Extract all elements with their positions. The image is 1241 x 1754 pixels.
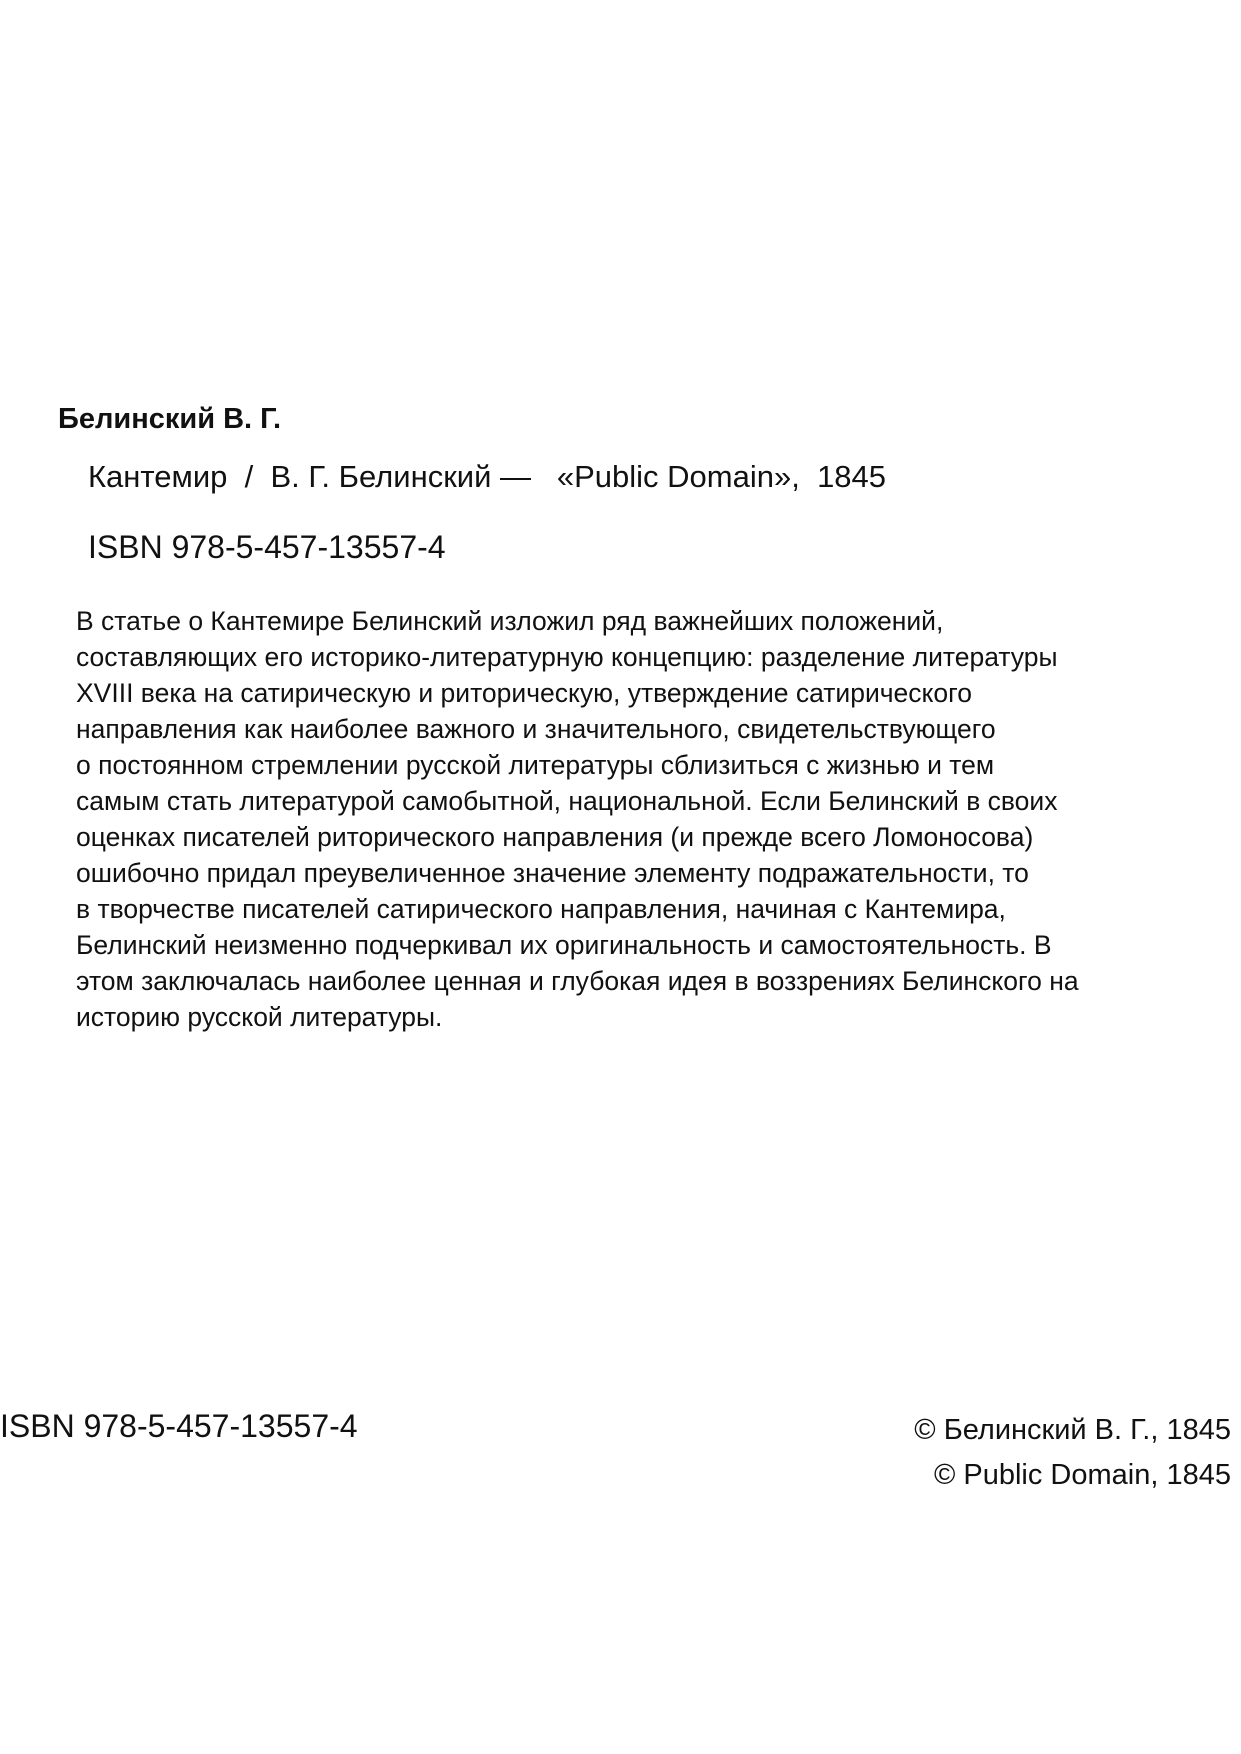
annotation-line: Белинский неизменно подчеркивал их оригинальность и самостоятельность. В: [76, 930, 1052, 960]
copyright-block: [914, 1408, 1231, 1498]
annotation-line: В статье о Кантемире Белинский изложил ряд важнейших положений,: [76, 606, 944, 636]
author-name: Белинский В. Г.: [58, 403, 282, 435]
title-author: В. Г. Белинский: [270, 459, 492, 494]
annotation-line: в творчестве писателей сатирического направления, начиная с Кантемира,: [76, 894, 1006, 924]
annotation-line: составляющих его историко-литературную концепцию: разделение литературы: [76, 642, 1058, 672]
annotation-line: о постоянном стремлении русской литературы сблизиться с жизнью и тем: [76, 750, 995, 780]
annotation-line: этом заключалась наиболее ценная и глубокая идея в воззрениях Белинского на: [76, 966, 1079, 996]
book-title: Кантемир: [88, 459, 228, 494]
isbn-top: ISBN 978-5-457-13557-4: [88, 529, 446, 565]
annotation: [76, 603, 1216, 1035]
publisher: «Public Domain»,: [556, 459, 800, 494]
annotation-line: историю русской литературы.: [76, 1002, 443, 1032]
isbn-bottom: ISBN 978-5-457-13557-4: [0, 1408, 358, 1444]
annotation-line: оценках писателей риторического направления (и прежде всего Ломоносова): [76, 822, 1034, 852]
title-separator: /: [244, 459, 254, 494]
annotation-line: ошибочно придал преувеличенное значение элементу подражательности, то: [76, 858, 1029, 888]
title-dash: —: [500, 459, 532, 494]
annotation-line: направления как наиболее важного и значительного, свидетельствующего: [76, 714, 996, 744]
copyright-author: © Белинский В. Г., 1845: [914, 1414, 1231, 1446]
publication-year: 1845: [817, 459, 887, 494]
copyright-publisher: © Public Domain, 1845: [933, 1459, 1231, 1491]
annotation-line: самым стать литературой самобытной, национальной. Если Белинский в своих: [76, 786, 1058, 816]
annotation-line: XVIII века на сатирическую и риторическую, утверждение сатирического: [76, 678, 972, 708]
bibliographic-title-line: [88, 457, 886, 497]
